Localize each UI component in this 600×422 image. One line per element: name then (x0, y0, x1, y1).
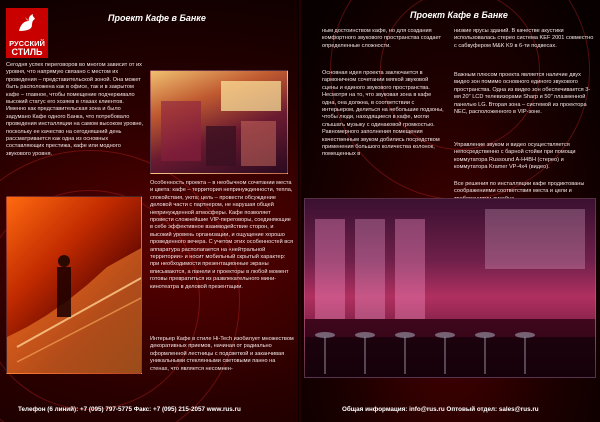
left-body-text-2: Интерьер Кафе в стиле Hi-Tech изобилует множеством декоративных приемов, начиная от радиально оформленной лестницы с подсветкой и заканчивая уникальными стеклянными световыми панно на стенах, что является несомнен- (150, 336, 294, 372)
bar-counter-photo (304, 198, 596, 378)
right-col1-mid: Основная идея проекта заключается в гармоничном сочетании мягкой звуковой сцены и единого звукового пространства. Несмотря на то, что звуковая зона в кафе одна, она должна, в соответствии с интерьером, делиться на небольшие подзоны, чтобы люди, находящиеся в кафе, могли слышать музыку с одинаковой громкостью. Равномерного заполнения помещения качественным звуком добились посредством применения большого количества колонок, помещенных в (322, 70, 444, 158)
brand-line1: РУССКИЙ (9, 39, 45, 48)
staircase-photo (6, 196, 142, 374)
rooster-icon (15, 11, 39, 35)
cafe-interior-photo (150, 70, 288, 174)
right-page-title: Проект Кафе в Банке (410, 10, 508, 20)
brand-line2: СТИЛЬ (11, 47, 43, 57)
footer-contacts-right: Общая информация: info@rus.ru Оптовый отдел: sales@rus.ru (342, 406, 539, 413)
brand-logo (6, 8, 48, 58)
right-col2-mid: Важным плюсом проекта является наличие двух видео зон помимо основного единого звукового пространства. Одна из видео зон обеспечивается 3-мя 20" LCD телевизорами Sharp и 50" плазменной панелью LG. Вторая зона – системой из проектора NEC, расположенного в VIP-зоне. (454, 72, 591, 116)
right-col2-top: низкие ярусы зданий. В качестве акустики использовалась стерео система KEF 2001 совместно с сабвуфером M&K K9 в 6-ти подвесах. (454, 28, 594, 49)
right-col2-end: Все решения по инсталляции кафе продиктованы соображениями соответствия места и цели и (454, 181, 585, 195)
left-page-title: Проект Кафе в Банке (108, 13, 206, 23)
footer-contacts-left: Телефон (6 линий): +7 (095) 797-5775 Факс: +7 (095) 215-2057 www.rus.ru (18, 406, 241, 413)
right-col1-top: ным достоинством кафе, но для создания комфортного звукового пространства создает определенные сложности. (322, 28, 442, 49)
page-fold (298, 0, 302, 422)
left-intro-text: Сегодня успех переговоров во многом зависит от их уровня, что напрямую связано с местом их проведения – представительской зоной. Она может быть расположена как в офисе, так и в закрытом кафе – главное, чтобы помещение подчеркивало высокий статус его хозяев в глазах клиентов. Именно как представительская зона и было задумано Кафе одного Банка, что потребовало проведения инсталляции на самом высоком уровне, поскольку ее качество на сегодняшний день рассматривается как одна из основных составляющих престижа, кафе или модного звукового уровня. (6, 62, 144, 157)
left-body-text: Особенность проекта – в необычном сочетании места и цвета: кафе – территория непринужденности, тепла, спокойствия, уюта; цель – провести обсуждение деловой части с партнером, не нарушая общей непринужденной атмосферы. Кафе позволяет провести сложнейшие VIP-переговоры, соединяющие в себе эффективное взаимодействие сторон, и высокий уровень организации, и ощущение хорошо проведенного вечера. С учетом этих особенностей вся аппаратура располагается на «нейтральной территории» и носит мобильный скрытый характер: при необходимости презентационные экраны вписываются, а панели и проекторы в любой момент готовы превратиться из развлекательного мини-кинотеатра в деловой презентации. (150, 180, 294, 290)
right-col2-low: Управление звуком и видео осуществляется непосредственно с барной стойки при помощи коммутатора Russound A-H4BH (стерео) и коммутатора Kramer VP-4x4 (видео). (454, 142, 576, 171)
